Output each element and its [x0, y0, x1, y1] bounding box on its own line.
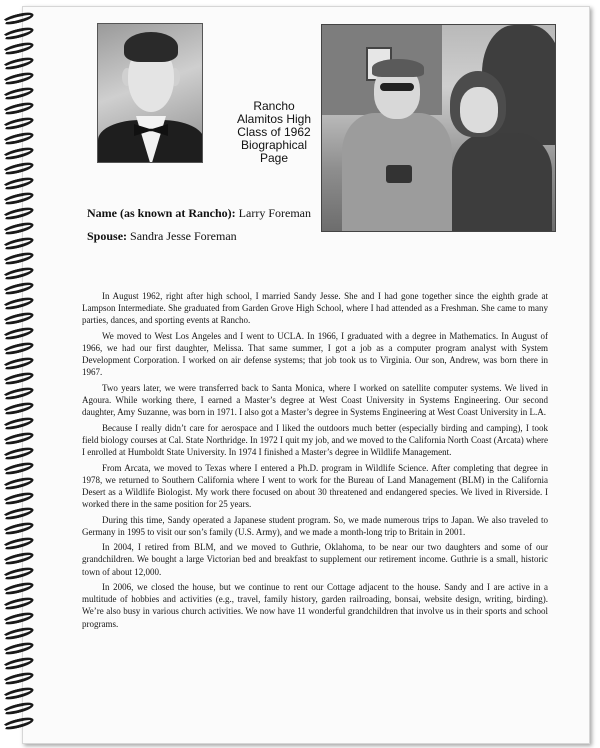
- bio-paragraph: During this time, Sandy operated a Japanese student program. So, we made numerous trips to Japan. We also traveled to Germany in 1995 to visit our son’s family (U.S. Army), and we made a month-long trip to Britain in 2001.: [82, 514, 548, 537]
- spiral-coil: [1, 640, 34, 656]
- spiral-coil: [1, 265, 34, 281]
- spiral-coil: [1, 400, 34, 416]
- spiral-coil: [1, 490, 34, 506]
- spiral-coil: [1, 190, 34, 206]
- name-line: [87, 206, 311, 221]
- spiral-coil: [1, 670, 34, 686]
- spiral-coil: [1, 685, 34, 701]
- spiral-coil: [1, 700, 34, 716]
- spouse-value: Sandra Jesse Foreman: [130, 229, 237, 243]
- spiral-coil: [1, 715, 34, 731]
- graduation-portrait-photo: [97, 23, 203, 163]
- spiral-coil: [1, 565, 34, 581]
- spiral-coil: [1, 295, 34, 311]
- spiral-coil: [1, 280, 34, 296]
- spiral-binding: [2, 14, 36, 740]
- spiral-coil: [1, 25, 34, 41]
- spiral-coil: [1, 505, 34, 521]
- spiral-coil: [1, 370, 34, 386]
- spiral-coil: [1, 10, 34, 26]
- spiral-coil: [1, 235, 34, 251]
- spiral-coil: [1, 535, 34, 551]
- spiral-coil: [1, 595, 34, 611]
- bio-paragraph: From Arcata, we moved to Texas where I entered a Ph.D. program in Wildlife Science. After completing that degree in 1978, we returned to Southern California where I went to work for the Bureau of Land Management (BLM) in the California Desert as a Wildlife Biologist. My work there focused on about 30 threatened and endangered species. We lived in Riverside. I worked there in the same position for 25 years.: [82, 462, 548, 509]
- spiral-coil: [1, 460, 34, 476]
- spiral-coil: [1, 40, 34, 56]
- spiral-coil: [1, 220, 34, 236]
- spiral-coil: [1, 100, 34, 116]
- bio-paragraph: In August 1962, right after high school, I married Sandy Jesse. She and I had gone together since the eighth grade at Lampson Intermediate. She graduated from Garden Grove High School, where I had attended as a Freshman. She came to many parties, dances, and sporting events at Rancho.: [82, 291, 548, 326]
- spiral-coil: [1, 475, 34, 491]
- spiral-coil: [1, 430, 34, 446]
- spiral-coil: [1, 310, 34, 326]
- spiral-coil: [1, 625, 34, 641]
- name-value: Larry Foreman: [238, 206, 311, 220]
- spiral-coil: [1, 610, 34, 626]
- spiral-coil: [1, 160, 34, 176]
- spiral-coil: [1, 580, 34, 596]
- spiral-coil: [1, 175, 34, 191]
- spiral-coil: [1, 550, 34, 566]
- bio-paragraph: Because I really didn’t care for aerospace and I liked the outdoors much better (especially birding and camping), I took field biology courses at Cal. State Northridge. In 1972 I quit my job, and we moved to the California North Coast (Arcata) where I enrolled at Humboldt State University. In 1974 I finished a Master’s degree in Wildlife Management.: [82, 422, 548, 457]
- spiral-coil: [1, 340, 34, 356]
- name-label: Name (as known at Rancho):: [87, 206, 236, 220]
- spiral-coil: [1, 385, 34, 401]
- spiral-coil: [1, 415, 34, 431]
- bio-paragraph: Two years later, we were transferred back to Santa Monica, where I worked on satellite computer systems. We lived in Agoura. While working there, I earned a Master’s degree at West Coast University in Systems Engineering. Our second daughter, Amy Suzanne, was born in 1971. I also got a Master’s degree in Systems Engineering at West Coast University in L.A.: [82, 382, 548, 418]
- biography-text: [82, 290, 548, 633]
- spiral-coil: [1, 355, 34, 371]
- bio-paragraph: In 2006, we closed the house, but we continue to rent our Cottage adjacent to the house. Sandy and I are active in a multitude of hobbies and activities (e.g., travel, family history, garden railroading, bonsai, website design, writing, birding). We’re also busy in various church activities. We now have 11 wonderful grandchildren that involve us in their sports and school programs.: [82, 582, 548, 629]
- spiral-coil: [1, 205, 34, 221]
- spiral-coil: [1, 145, 34, 161]
- bio-paragraph: In 2004, I retired from BLM, and we moved to Guthrie, Oklahoma, to be near our two daughters and some of our grandchildren. We bought a large Victorian bed and breakfast to supplement our retirement income. Guthrie is a small, historic town of about 12,000.: [82, 542, 548, 577]
- spiral-coil: [1, 445, 34, 461]
- spiral-coil: [1, 55, 34, 71]
- spiral-coil: [1, 250, 34, 266]
- spiral-coil: [1, 85, 34, 101]
- spiral-coil: [1, 70, 34, 86]
- page-title: Rancho Alamitos High Class of 1962 Biographical Page: [236, 99, 312, 165]
- spiral-coil: [1, 655, 34, 671]
- bio-paragraph: We moved to West Los Angeles and I went to UCLA. In 1966, I graduated with a degree in Mathematics. In August of 1966, we had our first daughter, Melissa. That same summer, I got a job as a computer program analyst with System Development Corporation. I worked on air defense systems; that job took us to Virginia. Our son, Andrew, was born there in 1967.: [82, 330, 548, 378]
- spiral-coil: [1, 520, 34, 536]
- spiral-coil: [1, 115, 34, 131]
- spouse-label: Spouse:: [87, 229, 128, 243]
- spiral-coil: [1, 325, 34, 341]
- couple-photo: [321, 24, 556, 232]
- spouse-line: [87, 229, 237, 244]
- spiral-coil: [1, 130, 34, 146]
